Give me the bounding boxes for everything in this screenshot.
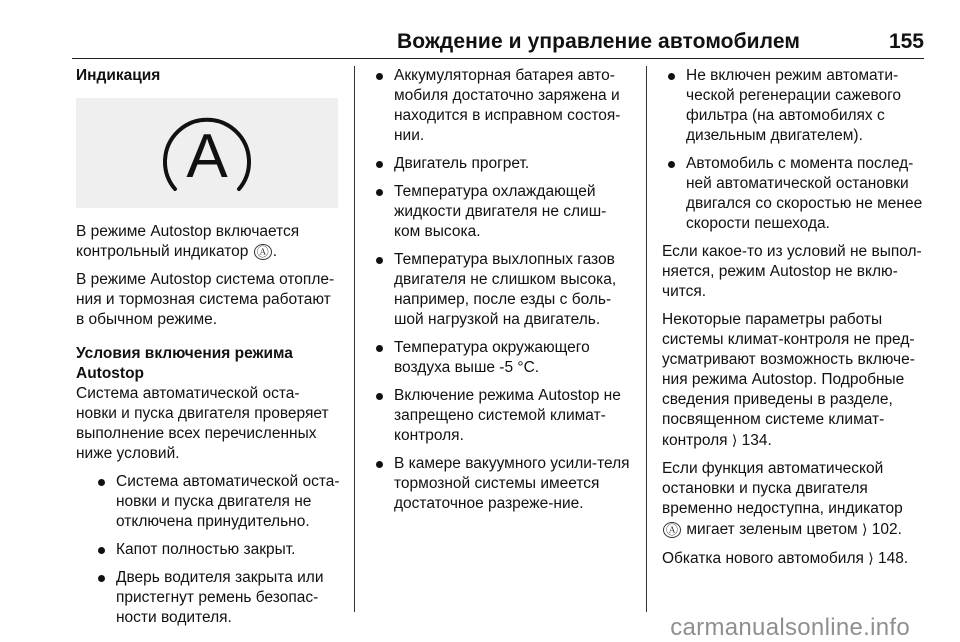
column-1 — [76, 66, 340, 636]
column-2 — [370, 66, 632, 522]
column-3 — [662, 66, 926, 577]
list-item: Дверь водителя закрыта или пристегнут ремень безопас-ности водителя. — [92, 568, 340, 628]
column-divider-2 — [646, 66, 647, 612]
paragraph-indicator-on: В режиме Autostop включается контрольный индикатор Ⓐ . — [76, 223, 300, 260]
paragraph-conditions-intro: Система автоматической оста-новки и пуска двигателя проверяет выполнение всех перечисленных ниже условий. — [76, 385, 329, 462]
paragraph-climate-control: Некоторые параметры работы системы климат-контроля не пред-усматривают возможность включе-ния режима Autostop. Подробные сведения приведены в разделе, посвященном системе климат-контроля ⟩ 134. — [662, 311, 915, 449]
paragraph-unavailable: Если функция автоматической остановки и пуска двигателя временно недоступна, индикатор Ⓐ мигает зеленым цветом ⟩ 102. — [662, 460, 903, 538]
list-item: Капот полностью закрыт. — [92, 540, 340, 560]
page-number: 155 — [888, 30, 924, 53]
list-item: Система автоматической оста-новки и пуска двигателя не отключена принудительно. — [92, 472, 340, 532]
paragraph-heating-brakes: В режиме Autostop система отопле-ния и тормозная система работают в обычном режиме. — [76, 271, 335, 328]
conditions-list-2 — [370, 66, 632, 514]
list-item: Температура охлаждающей жидкости двигателя не слиш-ком высока. — [370, 182, 632, 242]
list-item: Двигатель прогрет. — [370, 154, 632, 174]
autostop-indicator-icon: Ⓐ — [254, 244, 272, 260]
list-item: Температура окружающего воздуха выше -5 °C. — [370, 338, 632, 378]
page-reference-arrow-icon: ⟩ — [862, 521, 868, 537]
page-reference-link[interactable]: 148 — [878, 550, 904, 567]
paragraph-break-in: Обкатка нового автомобиля ⟩ 148. — [662, 550, 909, 567]
autostop-indicator-icon: Ⓐ — [663, 522, 681, 538]
page-reference-link[interactable]: 134 — [741, 432, 768, 449]
list-item: Не включен режим автомати-ческой регенерации сажевого фильтра (на автомобилях с дизельным двигателем). — [662, 66, 926, 146]
indicator-figure — [76, 98, 338, 208]
section-heading-conditions: Условия включения режима Autostop — [76, 345, 293, 382]
page-reference-arrow-icon: ⟩ — [868, 550, 874, 566]
page-reference-link[interactable]: 102 — [871, 521, 898, 538]
list-item: Аккумуляторная батарея авто-мобиля достаточно заряжена и находится в исправном состоя-нии. — [370, 66, 632, 146]
conditions-list-3 — [662, 66, 926, 234]
list-item: Включение режима Autostop не запрещено системой климат-контроля. — [370, 386, 632, 446]
autostop-a-indicator-icon — [145, 103, 269, 203]
list-item: В камере вакуумного усили-теля тормозной системы имеется достаточное разреже-ние. — [370, 454, 632, 514]
list-item: Температура выхлопных газов двигателя не слишком высока, например, после езды с боль-шой нагрузкой на двигатель. — [370, 250, 632, 330]
section-heading-indication: Индикация — [76, 67, 161, 84]
paragraph-not-met: Если какое-то из условий не выпол-няется, режим Autostop не вклю-чится. — [662, 243, 922, 300]
page-reference-arrow-icon: ⟩ — [731, 432, 738, 448]
chapter-title: Вождение и управление автомобилем — [397, 30, 800, 53]
watermark: carmanualsonline.info — [670, 614, 910, 641]
list-item: Автомобиль с момента послед-ней автоматической остановки двигался со скоростью не менее скорости пешехода. — [662, 154, 926, 234]
indicator-letter: A — [186, 122, 228, 191]
conditions-list-1 — [76, 472, 340, 628]
header-divider — [72, 58, 924, 59]
column-divider-1 — [354, 66, 355, 612]
